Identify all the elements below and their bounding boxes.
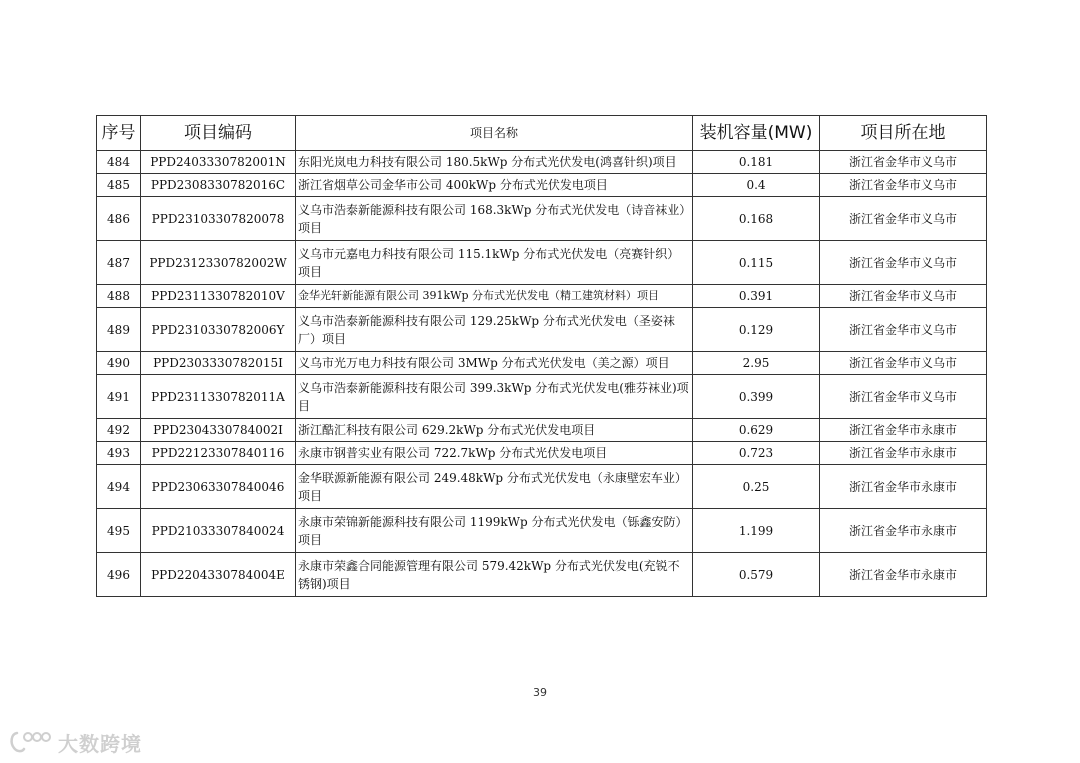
cell-name: 金华联源新能源有限公司 249.48kWp 分布式光伏发电（永康壁宏车业）项目 xyxy=(296,465,693,509)
header-capacity: 装机容量(MW) xyxy=(693,116,820,151)
cell-name: 永康市荣鑫合同能源管理有限公司 579.42kWp 分布式光伏发电(充锐不锈钢)项目 xyxy=(296,553,693,597)
cell-seq: 488 xyxy=(97,285,141,308)
cell-capacity: 0.181 xyxy=(693,151,820,174)
cell-location: 浙江省金华市义乌市 xyxy=(820,285,987,308)
cell-location: 浙江省金华市义乌市 xyxy=(820,375,987,419)
cell-location: 浙江省金华市永康市 xyxy=(820,442,987,465)
cell-capacity: 0.391 xyxy=(693,285,820,308)
header-name: 项目名称 xyxy=(296,116,693,151)
cell-name: 东阳光岚电力科技有限公司 180.5kWp 分布式光伏发电(鸿喜针织)项目 xyxy=(296,151,693,174)
cell-capacity: 0.399 xyxy=(693,375,820,419)
logo-icon xyxy=(8,729,54,755)
cell-seq: 495 xyxy=(97,509,141,553)
cell-code: PPD2311330782011A xyxy=(141,375,296,419)
cell-location: 浙江省金华市义乌市 xyxy=(820,352,987,375)
table-row xyxy=(97,442,987,465)
cell-capacity: 0.168 xyxy=(693,197,820,241)
cell-location: 浙江省金华市义乌市 xyxy=(820,151,987,174)
page-number: 39 xyxy=(533,686,547,699)
cell-name: 义乌市浩泰新能源科技有限公司 168.3kWp 分布式光伏发电（诗音袜业）项目 xyxy=(296,197,693,241)
header-location: 项目所在地 xyxy=(820,116,987,151)
cell-seq: 490 xyxy=(97,352,141,375)
cell-code: PPD2312330782002W xyxy=(141,241,296,285)
table-row xyxy=(97,285,987,308)
cell-seq: 486 xyxy=(97,197,141,241)
cell-code: PPD2308330782016C xyxy=(141,174,296,197)
cell-capacity: 0.25 xyxy=(693,465,820,509)
cell-location: 浙江省金华市永康市 xyxy=(820,465,987,509)
table-row xyxy=(97,465,987,509)
cell-seq: 485 xyxy=(97,174,141,197)
cell-code: PPD2403330782001N xyxy=(141,151,296,174)
cell-code: PPD23103307820078 xyxy=(141,197,296,241)
project-table xyxy=(96,115,987,597)
watermark xyxy=(8,728,142,756)
cell-code: PPD2310330782006Y xyxy=(141,308,296,352)
cell-code: PPD23063307840046 xyxy=(141,465,296,509)
cell-capacity: 2.95 xyxy=(693,352,820,375)
cell-seq: 489 xyxy=(97,308,141,352)
cell-code: PPD21033307840024 xyxy=(141,509,296,553)
cell-code: PPD22123307840116 xyxy=(141,442,296,465)
table-row xyxy=(97,174,987,197)
cell-name: 义乌市浩泰新能源科技有限公司 129.25kWp 分布式光伏发电（圣姿袜厂）项目 xyxy=(296,308,693,352)
cell-location: 浙江省金华市义乌市 xyxy=(820,308,987,352)
cell-capacity: 0.723 xyxy=(693,442,820,465)
cell-seq: 491 xyxy=(97,375,141,419)
cell-name: 浙江酷汇科技有限公司 629.2kWp 分布式光伏发电项目 xyxy=(296,419,693,442)
cell-capacity: 0.129 xyxy=(693,308,820,352)
cell-code: PPD2311330782010V xyxy=(141,285,296,308)
cell-code: PPD2204330784004E xyxy=(141,553,296,597)
table-row xyxy=(97,375,987,419)
cell-seq: 494 xyxy=(97,465,141,509)
cell-code: PPD2303330782015I xyxy=(141,352,296,375)
cell-location: 浙江省金华市永康市 xyxy=(820,509,987,553)
cell-seq: 487 xyxy=(97,241,141,285)
cell-location: 浙江省金华市义乌市 xyxy=(820,241,987,285)
cell-name: 浙江省烟草公司金华市公司 400kWp 分布式光伏发电项目 xyxy=(296,174,693,197)
cell-name: 金华光轩新能源有限公司 391kWp 分布式光伏发电（精工建筑材料）项目 xyxy=(296,285,693,308)
cell-name: 义乌市光万电力科技有限公司 3MWp 分布式光伏发电（美之源）项目 xyxy=(296,352,693,375)
cell-capacity: 0.579 xyxy=(693,553,820,597)
cell-location: 浙江省金华市永康市 xyxy=(820,419,987,442)
cell-location: 浙江省金华市义乌市 xyxy=(820,174,987,197)
table-row xyxy=(97,553,987,597)
cell-capacity: 0.629 xyxy=(693,419,820,442)
table-row xyxy=(97,308,987,352)
cell-capacity: 0.115 xyxy=(693,241,820,285)
cell-name: 义乌市元嘉电力科技有限公司 115.1kWp 分布式光伏发电（亮赛针织）项目 xyxy=(296,241,693,285)
cell-seq: 496 xyxy=(97,553,141,597)
table-header-row xyxy=(97,116,987,151)
table-row xyxy=(97,241,987,285)
table-row xyxy=(97,509,987,553)
cell-location: 浙江省金华市义乌市 xyxy=(820,197,987,241)
watermark-text: 大数跨境 xyxy=(58,731,142,756)
cell-name: 永康市钢普实业有限公司 722.7kWp 分布式光伏发电项目 xyxy=(296,442,693,465)
cell-seq: 492 xyxy=(97,419,141,442)
header-seq: 序号 xyxy=(97,116,141,151)
table-row xyxy=(97,197,987,241)
cell-seq: 484 xyxy=(97,151,141,174)
table-row xyxy=(97,151,987,174)
cell-seq: 493 xyxy=(97,442,141,465)
cell-location: 浙江省金华市永康市 xyxy=(820,553,987,597)
cell-code: PPD2304330784002I xyxy=(141,419,296,442)
cell-capacity: 1.199 xyxy=(693,509,820,553)
table-row xyxy=(97,419,987,442)
table-row xyxy=(97,352,987,375)
header-code: 项目编码 xyxy=(141,116,296,151)
cell-capacity: 0.4 xyxy=(693,174,820,197)
cell-name: 义乌市浩泰新能源科技有限公司 399.3kWp 分布式光伏发电(雅芬袜业)项目 xyxy=(296,375,693,419)
cell-name: 永康市荣锦新能源科技有限公司 1199kWp 分布式光伏发电（铄鑫安防）项目 xyxy=(296,509,693,553)
